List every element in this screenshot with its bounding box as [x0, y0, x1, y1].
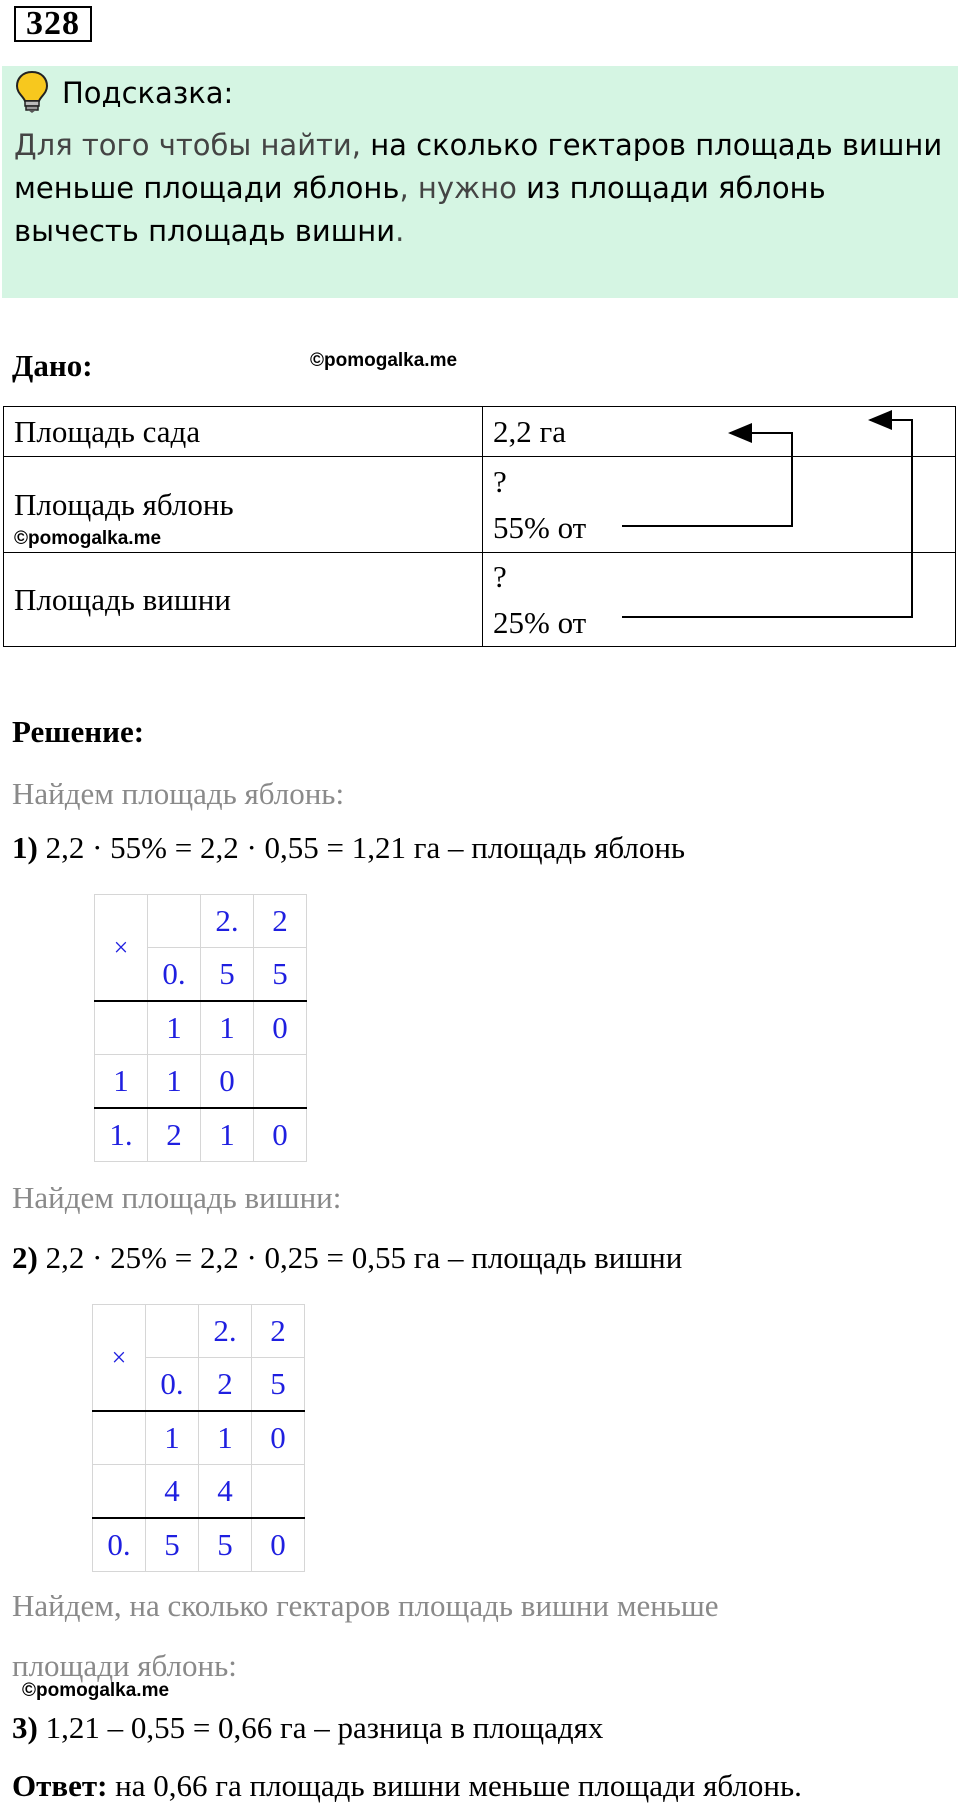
step-expression: 2,2 · 25% = 2,2 · 0,25 = 0,55 га – площадь вишни — [37, 1240, 683, 1275]
given-value: ? — [493, 558, 507, 594]
grid-cell: 0 — [254, 1108, 307, 1162]
grid-cell: 1 — [146, 1411, 199, 1465]
hint-part: Для того чтобы найти, — [14, 128, 371, 162]
given-value: 55% от — [493, 509, 587, 545]
grid-cell: 4 — [199, 1465, 252, 1519]
grid-cell: 1 — [95, 1055, 148, 1109]
answer-label: Ответ: — [12, 1768, 108, 1803]
grid-cell — [95, 1001, 148, 1055]
grid-row — [93, 1411, 305, 1465]
multiply-sign: × — [95, 895, 148, 1002]
given-name: Площадь сада — [14, 413, 201, 449]
grid-cell: 2. — [201, 895, 254, 948]
grid-cell: 0. — [148, 948, 201, 1002]
grid-cell: 0. — [93, 1518, 146, 1572]
step-intro: Найдем площадь вишни: — [12, 1180, 342, 1215]
watermark: ©pomogalka.me — [14, 528, 162, 549]
reference-arrows — [0, 400, 960, 630]
grid-cell: 1 — [201, 1001, 254, 1055]
arrow-cherry — [622, 420, 912, 617]
grid-cell — [146, 1305, 199, 1358]
multiplication-grid-2 — [92, 1304, 305, 1572]
lightbulb-icon — [14, 70, 50, 114]
grid-cell: 0 — [201, 1055, 254, 1109]
grid-cell: 4 — [146, 1465, 199, 1519]
given-value: 2,2 га — [493, 413, 566, 449]
hint-part: , нужно — [399, 171, 527, 205]
multiplication-grid-1 — [94, 894, 307, 1162]
answer-line — [12, 1768, 802, 1804]
step-number: 2) — [12, 1240, 38, 1275]
grid-row — [95, 1055, 307, 1109]
solution-label: Решение: — [12, 714, 145, 749]
task-number: 328 — [14, 6, 92, 42]
hint-title: Подсказка: — [62, 76, 234, 110]
grid-cell — [93, 1465, 146, 1519]
step-1-line — [12, 830, 685, 866]
step-2-line — [12, 1240, 682, 1276]
grid-cell: 0 — [254, 1001, 307, 1055]
watermark: ©pomogalka.me — [310, 350, 458, 371]
multiply-sign: × — [93, 1305, 146, 1412]
grid-cell: 2. — [199, 1305, 252, 1358]
step-intro: Найдем, на сколько гектаров площадь вишни меньше — [12, 1588, 719, 1623]
grid-cell: 5 — [201, 948, 254, 1002]
grid-row — [95, 1001, 307, 1055]
given-name: Площадь яблонь — [14, 486, 234, 522]
watermark: ©pomogalka.me — [22, 1680, 170, 1701]
given-value: ? — [493, 463, 507, 499]
grid-cell: 2 — [199, 1358, 252, 1412]
grid-cell: 1. — [95, 1108, 148, 1162]
grid-cell: 5 — [199, 1518, 252, 1572]
grid-cell: 1 — [199, 1411, 252, 1465]
grid-cell: 5 — [252, 1358, 305, 1412]
grid-cell — [254, 1055, 307, 1109]
grid-cell: 1 — [201, 1108, 254, 1162]
step-intro: площади яблонь: — [12, 1648, 237, 1683]
grid-cell: 0 — [252, 1411, 305, 1465]
grid-cell: 5 — [146, 1518, 199, 1572]
step-expression: 1,21 – 0,55 = 0,66 га – разница в площадях — [37, 1710, 604, 1745]
grid-cell — [148, 895, 201, 948]
step-number: 3) — [12, 1710, 38, 1745]
given-name: Площадь вишни — [14, 581, 231, 617]
grid-cell: 1 — [148, 1055, 201, 1109]
hint-part-bold: на сколько гектаров площадь вишни меньше площади яблонь — [14, 128, 943, 205]
given-label: Дано: — [12, 348, 93, 383]
step-expression: 2,2 · 55% = 2,2 · 0,55 = 1,21 га – площадь яблонь — [37, 830, 686, 865]
grid-cell: 2 — [252, 1305, 305, 1358]
grid-cell: 0. — [146, 1358, 199, 1412]
grid-row — [93, 1465, 305, 1519]
step-3-line — [12, 1710, 603, 1746]
arrow-apple — [622, 433, 792, 526]
grid-cell: 2 — [148, 1108, 201, 1162]
step-number: 1) — [12, 830, 38, 865]
hint-part-bold: из площади яблонь вычесть площадь вишни — [14, 171, 826, 248]
given-value: 25% от — [493, 604, 587, 640]
grid-row — [93, 1305, 305, 1358]
hint-part: . — [395, 214, 405, 248]
grid-row — [95, 1108, 307, 1162]
grid-row — [93, 1518, 305, 1572]
step-intro: Найдем площадь яблонь: — [12, 776, 345, 811]
grid-cell — [93, 1411, 146, 1465]
grid-cell — [252, 1465, 305, 1519]
grid-row — [95, 895, 307, 948]
grid-cell: 1 — [148, 1001, 201, 1055]
hint-text — [14, 124, 950, 253]
grid-cell: 0 — [252, 1518, 305, 1572]
grid-cell: 5 — [254, 948, 307, 1002]
grid-cell: 2 — [254, 895, 307, 948]
answer-text: на 0,66 га площадь вишни меньше площади яблонь. — [107, 1768, 802, 1803]
